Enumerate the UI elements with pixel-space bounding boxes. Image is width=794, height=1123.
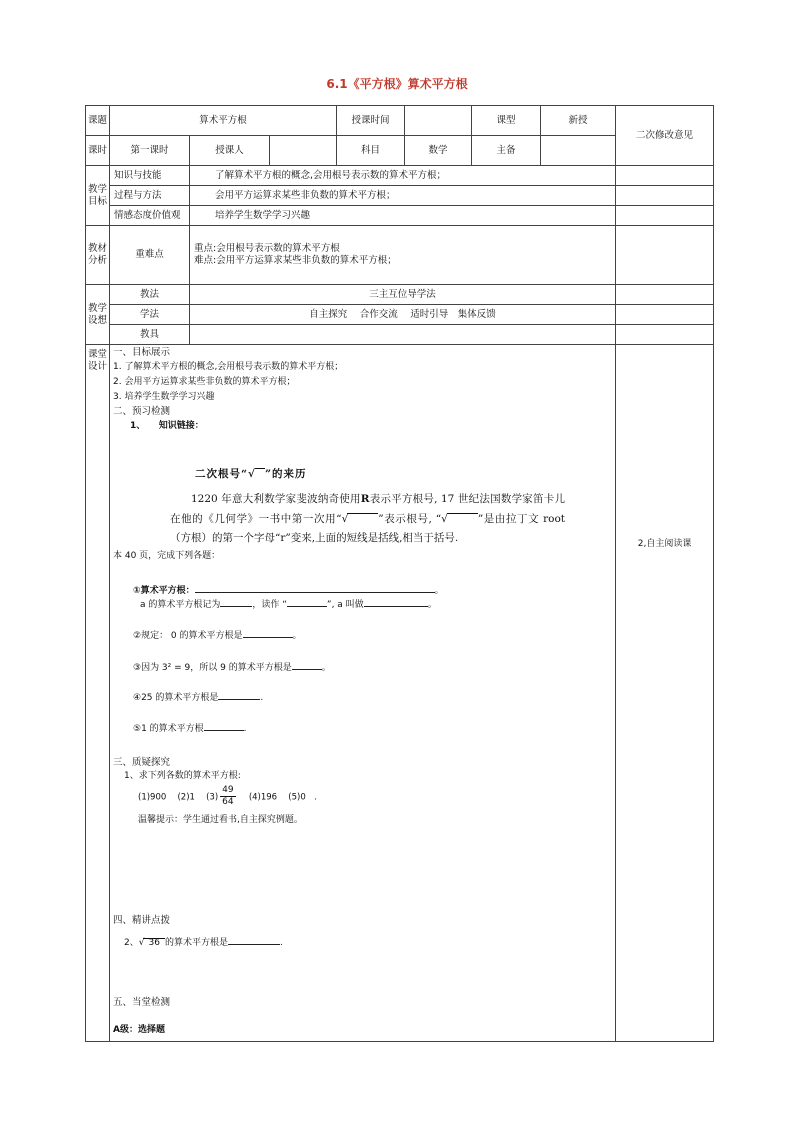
analysis-note [616,226,714,285]
answer-blank-2[interactable] [243,628,293,638]
goal-note-1 [616,166,714,186]
design-row-2 [86,305,714,325]
lesson-label: 课堂设计 [86,345,110,1042]
goal-row-3 [86,206,714,226]
goal-note-2 [616,186,714,206]
goals-label: 教学目标 [86,166,110,226]
radical-symbol-3: √ [441,513,478,525]
goal-row-2 [86,186,714,206]
type-value: 新授 [541,106,616,136]
lesson-content [110,345,616,1042]
goal-row-1 [86,166,714,186]
question-1: ①算术平方根： 。 [133,583,444,597]
fraction: $\frac{49}{64}$ [222,785,234,808]
goal-name-3: 情感态度价值观 [110,206,190,226]
header-row-1 [86,106,714,136]
knowledge-link: 1、 知识链接： [130,421,204,431]
lesson-row [86,345,714,1042]
answer-blank-1[interactable] [195,583,435,593]
textbook-excerpt [170,465,565,549]
design-label: 教学设想 [86,285,110,345]
sqrt-symbol: √ 36 [139,938,165,948]
topic-label: 课题 [86,106,110,136]
goal-name-1: 知识与技能 [110,166,190,186]
section-preview: 二、预习检测 [113,406,171,417]
design-note-3 [616,325,714,345]
goal-text-3: 培养学生数学学习兴趣 [190,206,616,226]
self-reading-note: 2,自主阅读课 [637,539,692,549]
subject-value: 数学 [405,136,472,166]
section-key-points: 四、精讲点拨 [113,915,171,926]
radical-symbol: √ [248,468,265,480]
analysis-label: 教材分析 [86,226,110,285]
analysis-row [86,226,714,285]
radical-symbol-2: √ [342,513,379,525]
teacher-value [270,136,337,166]
type-label: 课型 [472,106,541,136]
hint: 温馨提示：学生通过看书,自主探究例题。 [138,815,303,825]
answer-blank-3[interactable] [292,660,322,670]
design-note-2 [616,305,714,325]
analysis-text [190,226,616,285]
goal-item-3: 3. 培养学生数学学习兴趣 [113,392,215,402]
read-instruction: 本 40 页，完成下列各题： [113,551,221,561]
prep-label: 主备 [472,136,541,166]
design-name-2: 学法 [110,305,190,325]
topic-value: 算术平方根 [110,106,337,136]
key-question: 2、√ 36 的算术平方根是 . [124,935,283,949]
prep-value [541,136,616,166]
section-goals: 一、目标展示 [113,347,171,358]
analysis-name: 重难点 [110,226,190,285]
section-explore: 三、质疑探究 [113,757,171,768]
level-a: A级：选择题 [113,1025,165,1035]
answer-blank-6[interactable] [228,935,280,945]
goal-text-2: 会用平方运算求某些非负数的算术平方根； [190,186,616,206]
teach-time-value [405,106,472,136]
design-name-1: 教法 [110,285,190,305]
lesson-plan-table [85,105,714,1042]
question-4: ④25 的算术平方根是 . [133,690,263,704]
question-1b: a 的算术平方根记为 ，读作 “ ”, a 叫做 。 [140,597,437,611]
revision-label: 二次修改意见 [616,106,714,166]
design-note-1 [616,285,714,305]
key-point: 重点:会用根号表示数的算术平方根 [194,243,340,255]
r-symbol: R [360,493,370,506]
question-5: ⑤1 的算术平方根 . [133,721,247,735]
question-2: ②规定： 0 的算术平方根是 。 [133,628,302,642]
goal-name-2: 过程与方法 [110,186,190,206]
page-title: 6.1《平方根》算术平方根 [326,77,468,91]
goal-note-3 [616,206,714,226]
teach-time-label: 授课时间 [337,106,405,136]
period-label: 课时 [86,136,110,166]
goal-text-1: 了解算术平方根的概念,会用根号表示数的算术平方根； [190,166,616,186]
goal-item-1: 1. 了解算术平方根的概念,会用根号表示数的算术平方根； [113,362,344,372]
excerpt-paragraph: 1220 年意大利数学家斐波纳奇使用R表示平方根号, 17 世纪法国数学家笛卡儿在他的《几何学》一书中第一次用“√ ”表示根号, “√ ”是由拉丁文 root（方根）的第一个字母“r”变来,上面的短线是括线,相当于括号. [170,493,565,545]
subject-label: 科目 [337,136,405,166]
lesson-note-cell [616,345,714,1042]
answer-blank-5[interactable] [204,721,244,731]
answer-blank-1b[interactable] [220,597,252,607]
design-row-3 [86,325,714,345]
answer-blank-4[interactable] [218,690,260,700]
question-3: ③因为 3² = 9，所以 9 的算术平方根是 。 [133,660,331,674]
answer-blank-1d[interactable] [364,597,428,607]
design-text-3 [190,325,616,345]
answer-blank-1c[interactable] [287,597,327,607]
explore-item: 1、求下列各数的算术平方根: [124,771,241,781]
goal-item-2: 2. 会用平方运算求某些非负数的算术平方根； [113,377,296,387]
difficult-point: 难点:会用平方运算求某些非负数的算术平方根； [194,255,397,266]
section-check: 五、当堂检测 [113,997,171,1008]
design-row-1 [86,285,714,305]
design-text-2: 自主探究 合作交流 适时引导 集体反馈 [190,305,616,325]
teacher-label: 授课人 [190,136,270,166]
excerpt-heading: 二次根号“√ ”的来历 [195,468,307,480]
design-name-3: 教具 [110,325,190,345]
explore-list: (1)900 (2)1 (3) $\frac{49}{64}$ (4)196 (5)0 . [138,785,317,808]
period-value: 第一课时 [110,136,190,166]
design-text-1: 三主互位导学法 [190,285,616,305]
